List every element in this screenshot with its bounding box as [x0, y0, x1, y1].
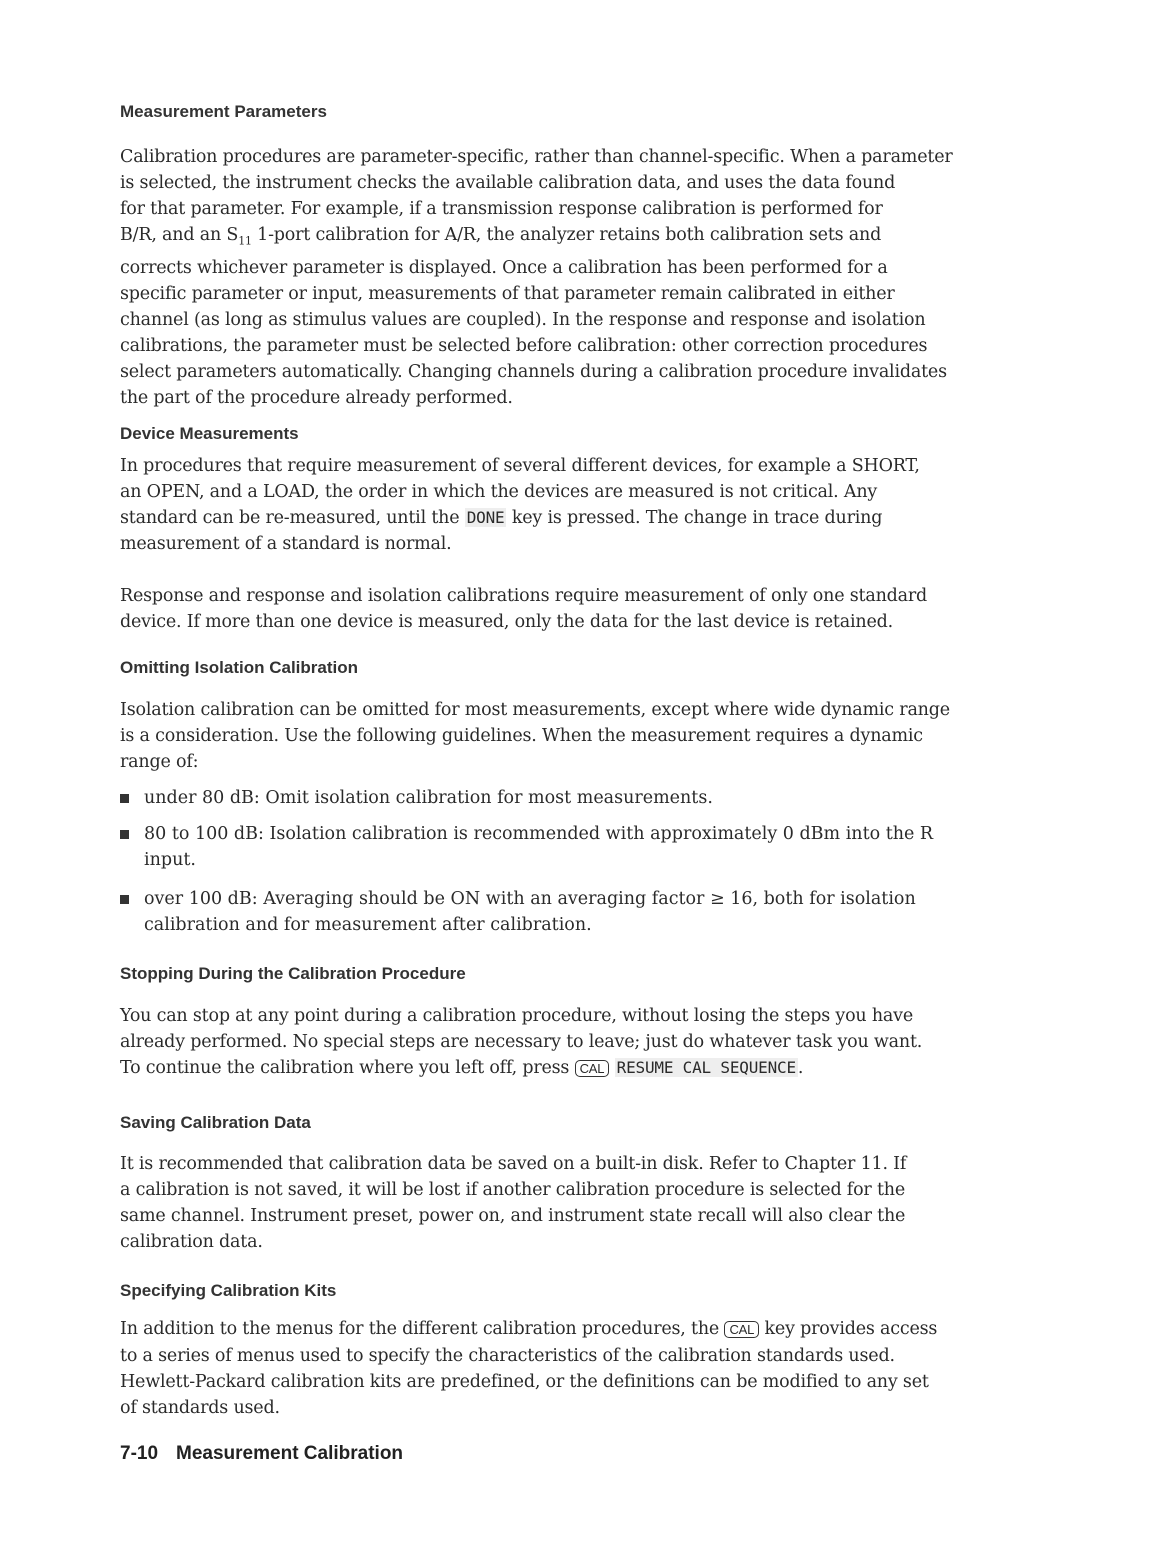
- cal-hardkey: CAL: [724, 1321, 759, 1338]
- text-line: under 80 dB: Omit isolation calibration for most measurements.: [144, 788, 713, 808]
- text-line: You can stop at any point during a calibration procedure, without losing the steps you have: [120, 1006, 914, 1026]
- text-line: [120, 1055, 922, 1082]
- heading-omitting-isolation: Omitting Isolation Calibration: [120, 658, 358, 677]
- text-line: Calibration procedures are parameter-specific, rather than channel-specific. When a parameter: [120, 147, 953, 167]
- text-line: for that parameter. For example, if a transmission response calibration is performed for: [120, 199, 883, 219]
- text-segment: standard can be re-measured, until the: [120, 508, 465, 528]
- bullet-item: [120, 886, 916, 938]
- text-segment: To continue the calibration where you left off, press: [120, 1058, 575, 1078]
- text-segment: .: [797, 1058, 804, 1078]
- text-line: is selected, the instrument checks the available calibration data, and uses the data found: [120, 173, 896, 193]
- bullet-icon: [120, 830, 129, 839]
- text-line: specific parameter or input, measurements of that parameter remain calibrated in either: [120, 283, 895, 304]
- bullet-item: [120, 785, 713, 811]
- text-line: In procedures that require measurement of several different devices, for example a SHORT,: [120, 456, 920, 476]
- text-line: already performed. No special steps are necessary to leave; just do whatever task you want.: [120, 1032, 923, 1052]
- text-line: calibration data.: [120, 1232, 263, 1252]
- heading-measurement-parameters: Measurement Parameters: [120, 102, 327, 121]
- text-line: the part of the procedure already performed.: [120, 387, 513, 408]
- text-line: range of:: [120, 752, 199, 772]
- text-line: input.: [144, 850, 196, 870]
- text-line: Hewlett-Packard calibration kits are predefined, or the definitions can be modified to any set: [120, 1372, 929, 1392]
- text-line: device. If more than one device is measured, only the data for the last device is retained.: [120, 612, 893, 632]
- subscript: 11: [238, 234, 252, 248]
- paragraph-device-measurements: [120, 453, 920, 557]
- text-line: [120, 1316, 937, 1343]
- chapter-title: Measurement Calibration: [176, 1443, 404, 1464]
- text-line: a calibration is not saved, it will be lost if another calibration procedure is selected for the: [120, 1180, 906, 1200]
- text-line: of standards used.: [120, 1398, 280, 1418]
- paragraph-stopping-calibration: [120, 1003, 922, 1082]
- text-line: is a consideration. Use the following guidelines. When the measurement requires a dynamic: [120, 726, 923, 746]
- text-segment: key is pressed. The change in trace during: [506, 508, 883, 528]
- bullet-icon: [120, 895, 129, 904]
- text-line: [120, 505, 920, 531]
- text-segment: In addition to the menus for the different calibration procedures, the: [120, 1319, 725, 1339]
- cal-hardkey: CAL: [575, 1060, 610, 1077]
- text-line: channel (as long as stimulus values are coupled). In the response and response and isolation: [120, 309, 926, 330]
- text-line: to a series of menus used to specify the characteristics of the calibration standards used.: [120, 1346, 895, 1366]
- text-line: same channel. Instrument preset, power on, and instrument state recall will also clear the: [120, 1206, 906, 1226]
- bullet-icon: [120, 794, 129, 803]
- text-segment: 1-port calibration for A/R, the analyzer retains both calibration sets and: [251, 225, 882, 245]
- text-line: 80 to 100 dB: Isolation calibration is recommended with approximately 0 dBm into the R: [144, 824, 934, 844]
- text-line: calibration and for measurement after calibration.: [144, 915, 592, 935]
- text-line: an OPEN, and a LOAD, the order in which the devices are measured is not critical. Any: [120, 482, 878, 502]
- text-line: measurement of a standard is normal.: [120, 534, 452, 554]
- resume-cal-sequence-softkey: RESUME CAL SEQUENCE: [616, 1058, 796, 1077]
- text-segment: B/R, and an S: [120, 225, 239, 245]
- text-line: corrects whichever parameter is displayed. Once a calibration has been performed for a: [120, 257, 888, 278]
- page-number: 7-10: [120, 1443, 159, 1464]
- paragraph-calibration-kits: [120, 1316, 937, 1421]
- text-segment: key provides access: [759, 1319, 938, 1339]
- page-footer: [120, 1443, 421, 1465]
- paragraph-measurement-parameters: [120, 144, 953, 411]
- text-line: It is recommended that calibration data be saved on a built-in disk. Refer to Chapter 11. If: [120, 1154, 907, 1174]
- heading-calibration-kits: Specifying Calibration Kits: [120, 1281, 337, 1300]
- paragraph-saving-calibration: [120, 1151, 906, 1255]
- text-line: Response and response and isolation calibrations require measurement of only one standard: [120, 586, 928, 606]
- text-line: over 100 dB: Averaging should be ON with an averaging factor ≥ 16, both for isolation: [144, 889, 916, 909]
- text-line: [120, 222, 953, 255]
- paragraph-omitting-isolation: [120, 697, 950, 775]
- paragraph-response-calibrations: [120, 583, 927, 635]
- done-softkey: DONE: [466, 508, 505, 527]
- text-line: Isolation calibration can be omitted for most measurements, except where wide dynamic range: [120, 700, 950, 720]
- text-line: select parameters automatically. Changing channels during a calibration procedure invalidates: [120, 361, 947, 382]
- heading-device-measurements: Device Measurements: [120, 424, 299, 443]
- heading-stopping-calibration: Stopping During the Calibration Procedure: [120, 964, 466, 983]
- bullet-item: [120, 821, 933, 873]
- heading-saving-calibration: Saving Calibration Data: [120, 1113, 311, 1132]
- text-line: calibrations, the parameter must be selected before calibration: other correction procedures: [120, 335, 928, 356]
